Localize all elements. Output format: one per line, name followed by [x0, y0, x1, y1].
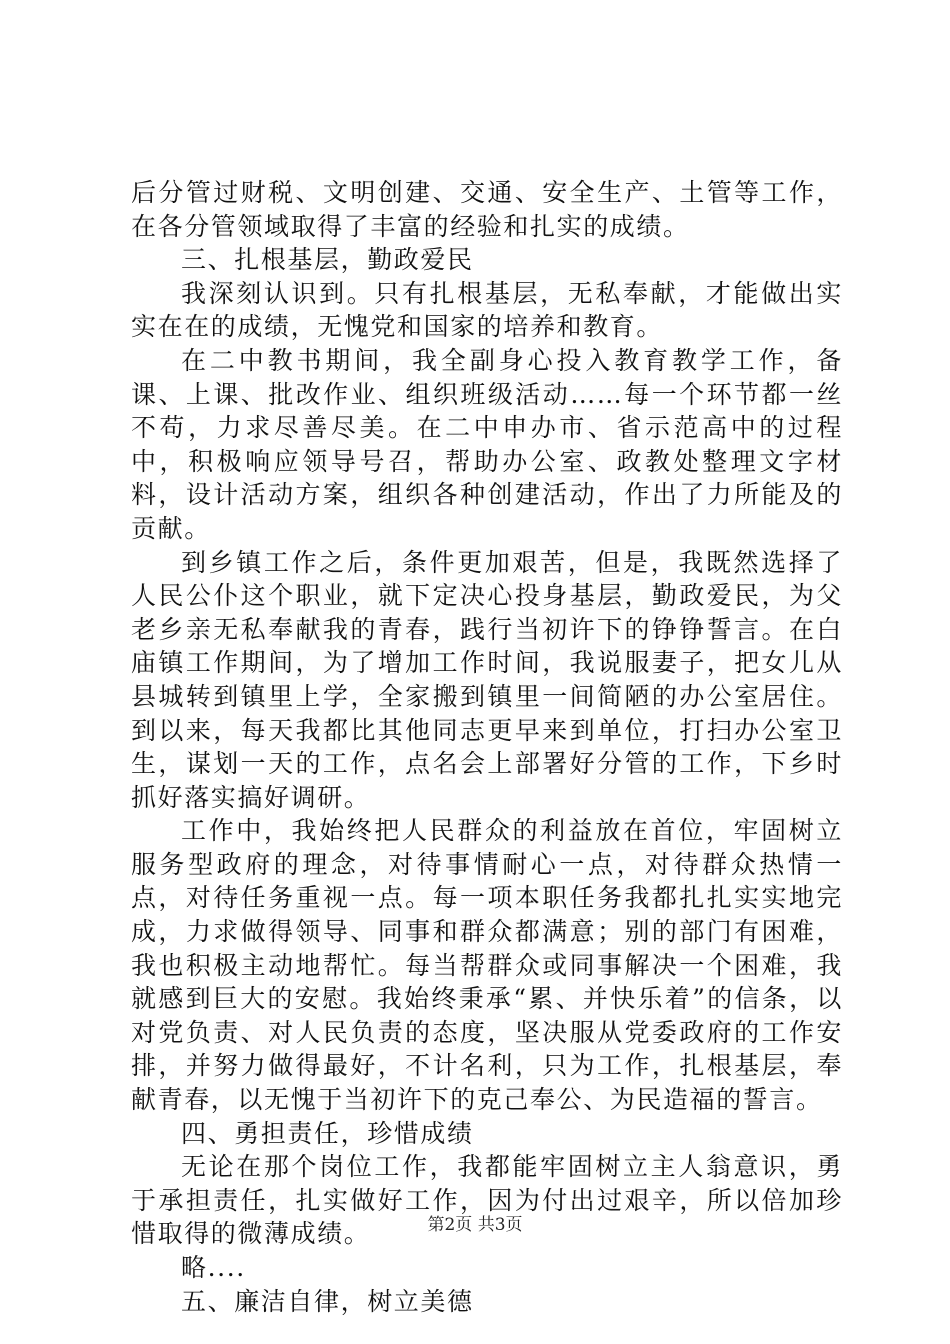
document-body	[131, 176, 843, 1318]
paragraph: 工作中，我始终把人民群众的利益放在首位，牢固树立服务型政府的理念，对待事情耐心一点，对待群众热情一点，对待任务重视一点。每一项本职任务我都扎扎实实地完成，力求做得领导、同事和群众都满意；别的部门有困难，我也积极主动地帮忙。每当帮群众或同事解决一个困难，我就感到巨大的安慰。我始终秉承“累、并快乐着”的信条，以对党负责、对人民负责的态度，坚决服从党委政府的工作安排，并努力做得最好，不计名利，只为工作，扎根基层，奉献青春，以无愧于当初许下的克己奉公、为民造福的誓言。	[131, 816, 843, 1115]
paragraph-omitted: 略....	[181, 1253, 246, 1282]
paragraph: 无论在那个岗位工作，我都能牢固树立主人翁意识，勇于承担责任，扎实做好工作，因为付出过艰辛，所以倍加珍惜取得的微薄成绩。	[131, 1152, 843, 1249]
paragraph-continuation: 后分管过财税、文明创建、交通、安全生产、土管等工作，在各分管领域取得了丰富的经验和扎实的成绩。	[131, 178, 843, 241]
page-number-footer: 第2页 共3页	[427, 1215, 523, 1235]
paragraph: 在二中教书期间，我全副身心投入教育教学工作，备课、上课、批改作业、组织班级活动……每一个环节都一丝不苟，力求尽善尽美。在二中申办市、省示范高中的过程中，积极响应领导号召，帮助办公室、政教处整理文字材料，设计活动方案，组织各种创建活动，作出了力所能及的贡献。	[131, 345, 843, 543]
paragraph: 到乡镇工作之后，条件更加艰苦，但是，我既然选择了人民公仆这个职业，就下定决心投身基层，勤政爱民，为父老乡亲无私奉献我的青春，践行当初许下的铮铮誓言。在白庙镇工作期间，为了增加工作时间，我说服妻子，把女儿从县城转到镇里上学，全家搬到镇里一间简陋的办公室居住。到以来，每天我都比其他同志更早来到单位，打扫办公室卫生，谋划一天的工作，点名会上部署好分管的工作，下乡时抓好落实搞好调研。	[131, 547, 843, 812]
section-heading-3: 三、扎根基层，勤政爱民	[181, 245, 474, 275]
section-heading-4: 四、勇担责任，珍惜成绩	[181, 1118, 474, 1148]
section-heading-5: 五、廉洁自律，树立美德	[181, 1286, 474, 1316]
paragraph: 我深刻认识到。只有扎根基层，无私奉献，才能做出实实在在的成绩，无愧党和国家的培养和教育。	[131, 278, 843, 342]
